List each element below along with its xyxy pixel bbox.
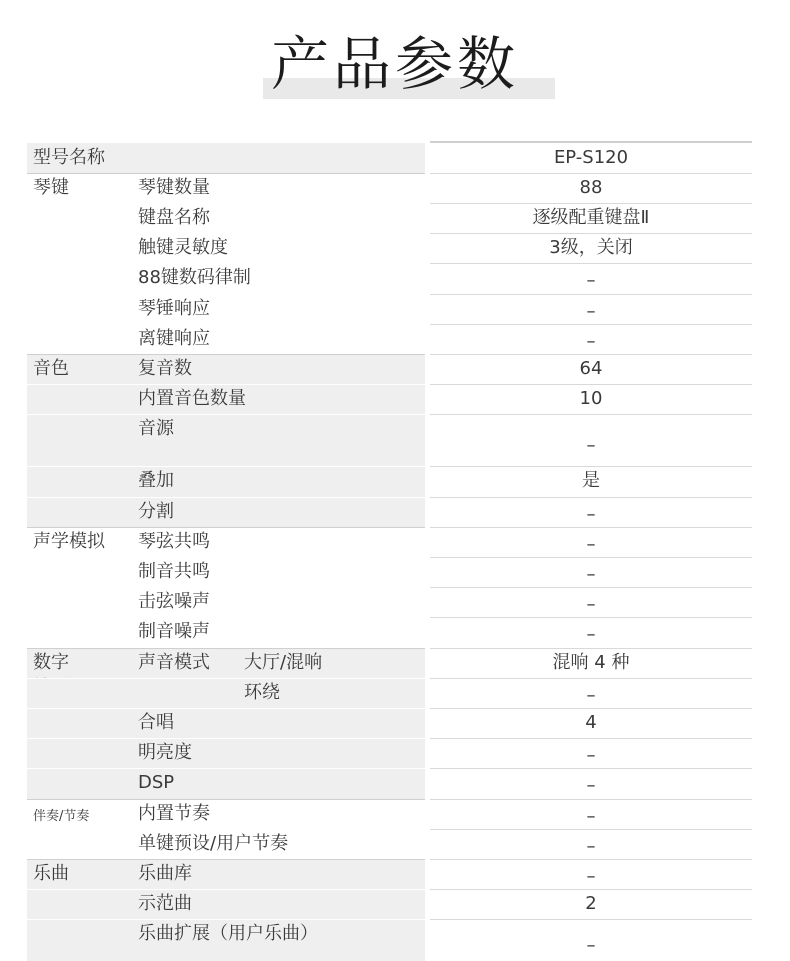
param-value: 逐级配重键盘Ⅱ	[532, 207, 650, 228]
spec-row	[0, 799, 790, 829]
spec-row	[0, 466, 790, 497]
param-value: –	[586, 504, 596, 525]
model-row	[0, 143, 790, 173]
param-value: –	[586, 270, 596, 291]
param-label: DSP	[138, 772, 175, 793]
param-label: 内置音色数量	[138, 388, 246, 409]
param-value: 混响 4 种	[552, 652, 630, 673]
spec-row	[0, 527, 790, 557]
param-value: 4	[585, 712, 597, 733]
param-value: –	[586, 331, 596, 352]
param-value: –	[586, 624, 596, 645]
param-label: 琴锤响应	[138, 298, 210, 319]
param-label: 乐曲扩展（用户乐曲）	[138, 923, 318, 944]
param-sublabel: 大厅/混响	[244, 652, 323, 673]
param-label: 明亮度	[138, 742, 192, 763]
spec-row	[0, 384, 790, 414]
category-label: 伴奏/节奏	[33, 809, 90, 824]
spec-row	[0, 233, 790, 263]
param-label: 内置节奏	[138, 803, 210, 824]
param-value: –	[586, 775, 596, 796]
spec-row	[0, 678, 790, 708]
spec-row	[0, 829, 790, 859]
param-value: 10	[579, 388, 603, 409]
param-label: 分割	[138, 501, 174, 522]
title-block	[0, 0, 790, 120]
category-label: 声学模拟	[33, 531, 105, 552]
spec-row	[0, 414, 790, 466]
spec-row	[0, 648, 790, 678]
param-value: –	[586, 301, 596, 322]
param-value: –	[586, 685, 596, 706]
spec-row	[0, 173, 790, 203]
param-label: 声音模式	[138, 652, 210, 673]
param-label: 离键响应	[138, 328, 210, 349]
spec-row	[0, 768, 790, 799]
spec-row	[0, 203, 790, 233]
param-value: –	[586, 806, 596, 827]
param-value: –	[586, 564, 596, 585]
spec-row	[0, 587, 790, 617]
spec-row	[0, 324, 790, 354]
spec-row	[0, 708, 790, 738]
param-value: –	[586, 745, 596, 766]
model-value: EP-S120	[553, 147, 629, 168]
table-top-rule	[430, 141, 752, 143]
category-label: 音色	[33, 358, 69, 379]
spec-row	[0, 889, 790, 919]
param-value: –	[586, 435, 596, 456]
param-label: 叠加	[138, 470, 174, 491]
param-label: 制音噪声	[138, 621, 210, 642]
param-value: –	[586, 534, 596, 555]
param-label: 键盘名称	[138, 207, 210, 228]
param-label: 击弦噪声	[138, 591, 210, 612]
param-label: 乐曲库	[138, 863, 192, 884]
param-label: 琴键数量	[138, 177, 210, 198]
spec-row	[0, 354, 790, 384]
param-label: 单键预设/用户节奏	[138, 833, 289, 854]
spec-row	[0, 919, 790, 961]
param-label: 合唱	[138, 712, 174, 733]
param-label: 触键灵敏度	[138, 237, 228, 258]
param-value: –	[586, 594, 596, 615]
param-label: 制音共鸣	[138, 561, 210, 582]
param-value: 3级，关闭	[549, 237, 633, 258]
param-label: 示范曲	[138, 893, 192, 914]
model-label: 型号名称	[33, 147, 105, 168]
category-label: 数字	[33, 652, 69, 673]
spec-row	[0, 294, 790, 324]
category-label: 琴键	[33, 177, 69, 198]
spec-row	[0, 859, 790, 889]
param-value: –	[586, 935, 596, 956]
spec-row	[0, 738, 790, 768]
param-label: 音源	[138, 418, 174, 439]
param-sublabel: 环绕	[244, 682, 280, 703]
spec-row	[0, 617, 790, 648]
param-label: 琴弦共鸣	[138, 531, 210, 552]
spec-row	[0, 557, 790, 587]
category-label: 乐曲	[33, 863, 69, 884]
param-value: 64	[579, 358, 603, 379]
param-label: 复音数	[138, 358, 192, 379]
param-value: 2	[585, 893, 597, 914]
param-value: 88	[579, 177, 603, 198]
spec-row	[0, 497, 790, 527]
spec-row	[0, 263, 790, 294]
param-value: –	[586, 836, 596, 857]
param-value: –	[586, 866, 596, 887]
param-value: 是	[582, 470, 600, 491]
param-label: 88键数码律制	[138, 267, 251, 288]
page-title: 产品参数	[270, 30, 519, 98]
